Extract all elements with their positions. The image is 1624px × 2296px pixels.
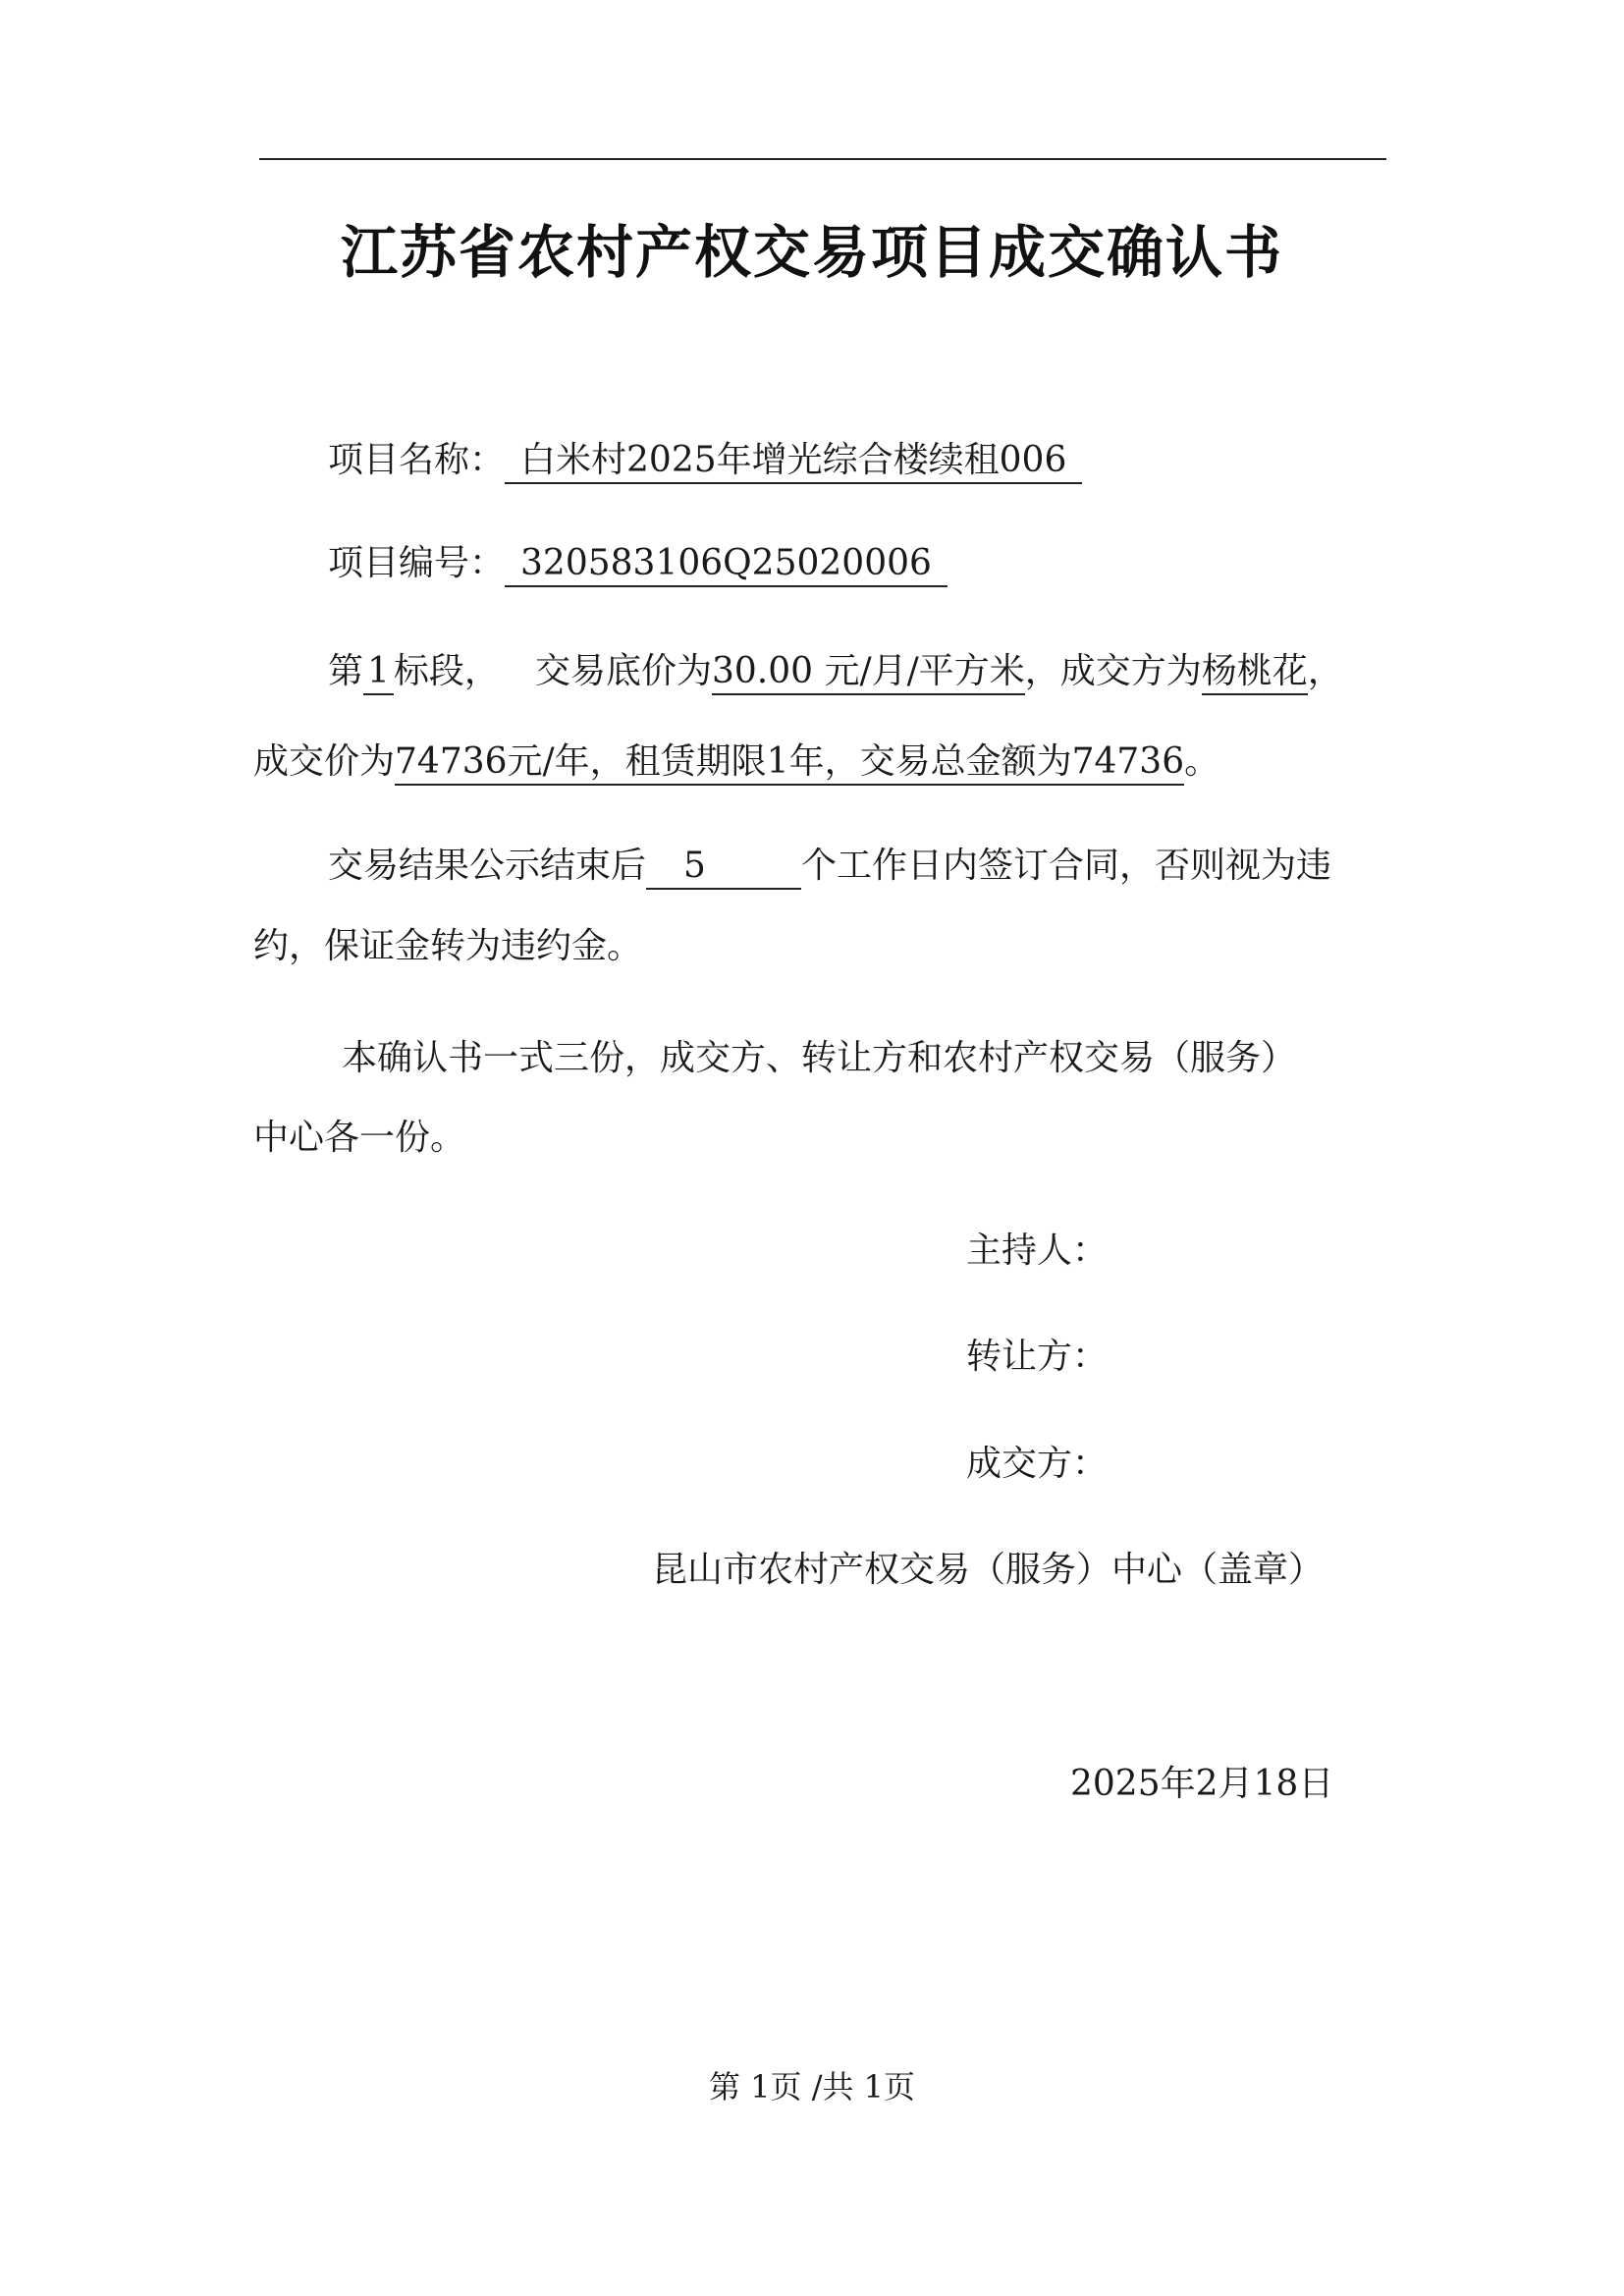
base-price-label: 交易底价为 xyxy=(534,651,712,691)
lot-row-2 xyxy=(253,738,1219,786)
document-title: 江苏省农村产权交易项目成交确认书 xyxy=(340,219,1283,286)
lot-row-1 xyxy=(328,648,1343,695)
lot-prefix: 第 xyxy=(328,651,364,691)
contract-row-2: 约，保证金转为违约金。 xyxy=(253,926,643,966)
deal-price-value: 74736元/年，租赁期限1年，交易总金额为74736 xyxy=(395,740,1184,786)
project-number-value: 320583106Q25020006 xyxy=(505,542,947,587)
buyer-label: ，成交方为 xyxy=(1024,651,1202,691)
contract-before: 交易结果公示结束后 xyxy=(328,846,647,886)
transferee-signature-label: 成交方： xyxy=(966,1444,1109,1484)
project-name-value: 白米村2025年增光综合楼续租006 xyxy=(505,439,1082,484)
contract-row-1 xyxy=(328,843,1331,890)
document-date: 2025年2月18日 xyxy=(1070,1764,1334,1804)
header-rule xyxy=(259,158,1386,160)
lot-number: 1 xyxy=(363,650,394,695)
deal-price-label: 成交价为 xyxy=(253,741,396,782)
buyer-value: 杨桃花 xyxy=(1202,650,1308,695)
project-name-row xyxy=(328,437,1082,484)
copies-row-1: 本确认书一式三份，成交方、转让方和农村产权交易（服务） xyxy=(342,1038,1297,1078)
project-number-row xyxy=(328,540,947,587)
contract-after: 个工作日内签订合同，否则视为违 xyxy=(801,846,1332,886)
copies-row-2: 中心各一份。 xyxy=(253,1118,466,1158)
page-footer: 第 1页 /共 1页 xyxy=(708,2068,916,2105)
center-seal-label: 昆山市农村产权交易（服务）中心（盖章） xyxy=(652,1550,1325,1590)
project-number-label: 项目编号： xyxy=(328,543,506,583)
contract-days: 5 xyxy=(646,845,801,890)
deal-end: 。 xyxy=(1184,741,1220,782)
lot-end: ， xyxy=(1307,651,1343,691)
lot-suffix: 标段， xyxy=(393,651,500,691)
host-signature-label: 主持人： xyxy=(966,1230,1109,1271)
transferor-signature-label: 转让方： xyxy=(966,1337,1109,1377)
base-price-value: 30.00 元/月/平方米 xyxy=(712,650,1025,695)
project-name-label: 项目名称： xyxy=(328,440,506,480)
